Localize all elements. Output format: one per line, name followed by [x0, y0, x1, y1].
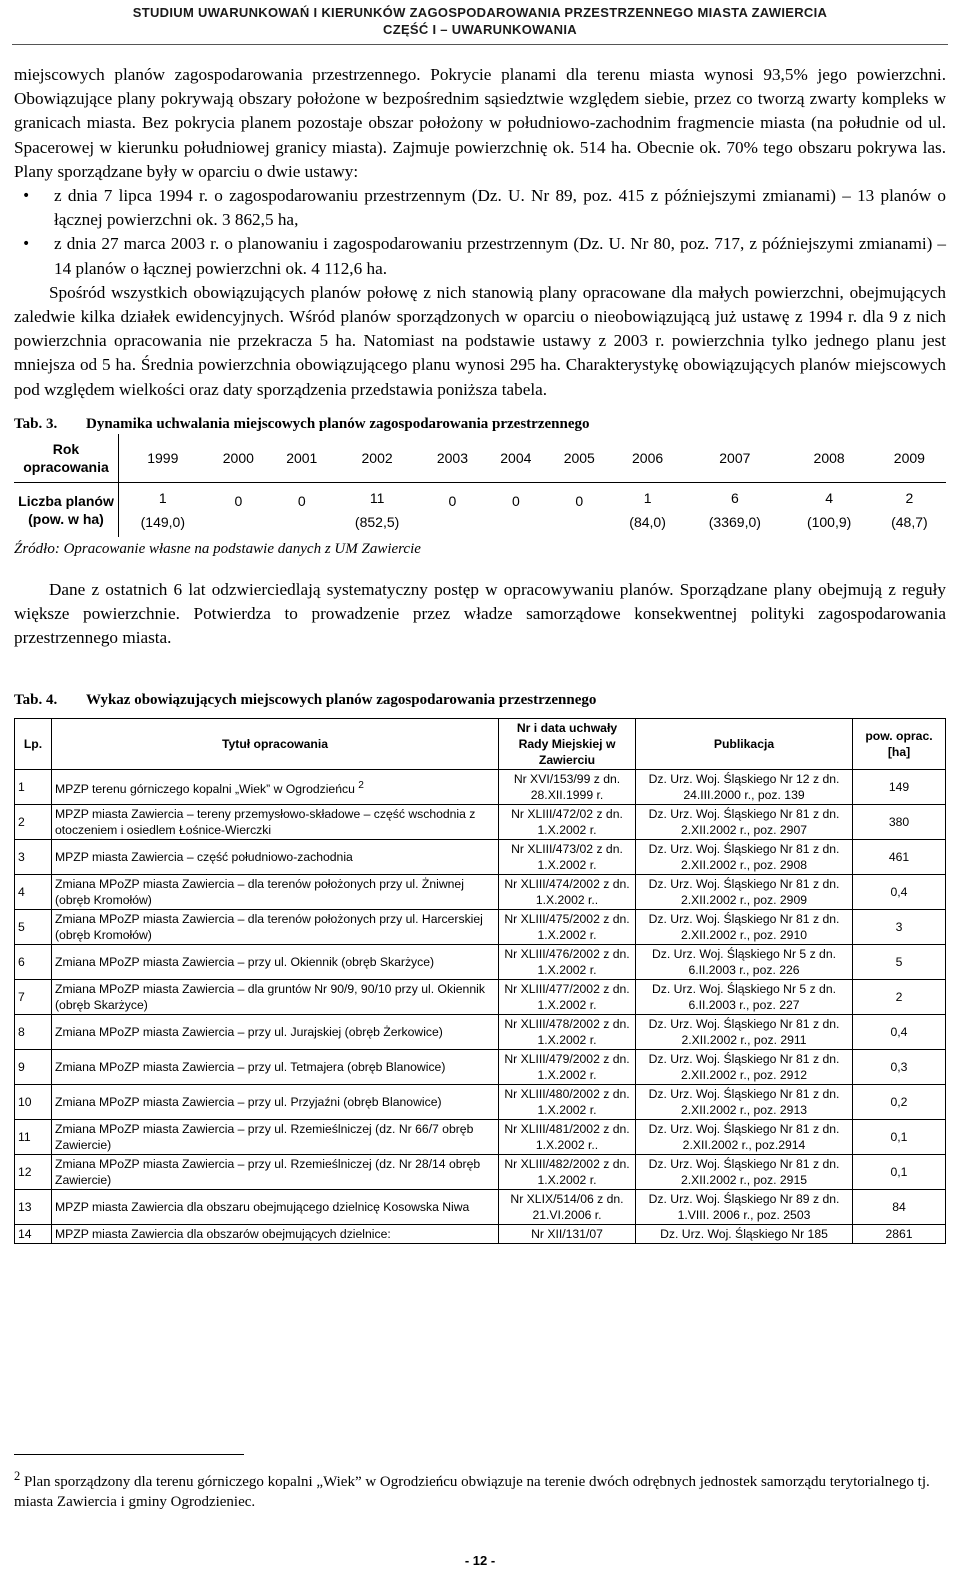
tab4-cell-lp-text: 2 [18, 815, 25, 830]
tab4-header-row [15, 719, 946, 770]
tab3-row-head-year: Rok opracowania [14, 434, 119, 483]
tab3-area [550, 513, 609, 531]
footnote-text: Plan sporządzony dla terenu górniczego kopalni „Wiek” w Ogrodzieńcu obwiązuje na terenie dwóch odrębnych jednostek samorządu terytorialnego tj. miasta Zawiercia i gminy Ogrodzieniec. [14, 1474, 930, 1510]
running-header [0, 0, 960, 38]
table-row [15, 1120, 946, 1155]
tab4-cell-lp [15, 910, 52, 945]
tab4-cell-pub-text: Dz. Urz. Woj. Śląskiego Nr 89 z dn. 1.VIII. 2006 r., poz. 2503 [648, 1192, 840, 1223]
tab4-cell-nr [499, 770, 636, 805]
tab4-cell-lp-text: 1 [18, 780, 25, 795]
tab3-area: (149,0) [140, 513, 185, 530]
tab4-cell-title [52, 980, 499, 1015]
tab4-cell-title [52, 1190, 499, 1225]
tab4-cell-area-text: 0,1 [890, 1165, 908, 1180]
tab4-cell-title [52, 1120, 499, 1155]
tab3-count-cell [684, 482, 785, 537]
tab4-cell-nr [499, 1155, 636, 1190]
bullet-item-2: • z dnia 27 marca 2003 r. o planowaniu i zagospodarowaniu przestrzennym (Dz. U. Nr 80, poz. 717, z późniejszymi zmianami) – 14 planów o łącznej powierzchni ok. 4 112,6 ha. [14, 232, 946, 280]
tab4-cell-pub [636, 1050, 853, 1085]
table-row [15, 1085, 946, 1120]
tab4-cell-title [52, 805, 499, 840]
tab3-year: 2004 [484, 434, 547, 483]
tab4-cell-pub-text: Dz. Urz. Woj. Śląskiego Nr 81 z dn. 2.XII.2002 r., poz. 2907 [648, 807, 840, 838]
tab4-cell-title-text: Zmiana MPoZP miasta Zawiercia – dla terenów położonych przy ul. Żniwnej (obręb Kromołów) [55, 877, 464, 908]
tab3-title: Dynamika uchwalania miejscowych planów zagospodarowania przestrzennego [86, 415, 590, 432]
tab4-cell-area-text: 2861 [885, 1227, 913, 1242]
tab4-cell-lp [15, 1085, 52, 1120]
table-row [15, 770, 946, 805]
tab3-year: 2006 [611, 434, 684, 483]
footnote-ref: 2 [358, 779, 364, 791]
tab3-year: 2007 [684, 434, 785, 483]
tab4-cell-lp [15, 1190, 52, 1225]
tab4-table [14, 718, 946, 1244]
tab4-cell-title-text: Zmiana MPoZP miasta Zawiercia – dla gruntów Nr 90/9, 90/10 przy ul. Okiennik (obręb Skarżyce) [55, 982, 485, 1013]
tab3-count: 6 [730, 489, 739, 506]
tab4-cell-area [853, 1085, 946, 1120]
tab4-cell-nr-text: Nr XLIII/473/02 z dn. 1.X.2002 r. [511, 842, 623, 873]
tab4-cell-nr [499, 1085, 636, 1120]
tab4-cell-nr-text: Nr XVI/153/99 z dn. 28.XII.1999 r. [513, 772, 621, 803]
header-line-2: CZĘŚĆ I – UWARUNKOWANIA [383, 22, 577, 37]
table-row [15, 840, 946, 875]
tab4-cell-area [853, 1050, 946, 1085]
tab4-cell-area [853, 1190, 946, 1225]
tab4-cell-nr [499, 910, 636, 945]
tab4-cell-pub-text: Dz. Urz. Woj. Śląskiego Nr 81 z dn. 2.XII.2002 r., poz. 2913 [648, 1087, 840, 1118]
header-rule [12, 44, 948, 45]
tab4-cell-pub [636, 1120, 853, 1155]
tab4-cell-nr [499, 1225, 636, 1244]
tab4-cell-title-text: Zmiana MPoZP miasta Zawiercia – przy ul. Okiennik (obręb Skarżyce) [55, 955, 435, 970]
tab4-cell-area-text: 380 [888, 815, 910, 830]
tab4-cell-title-text: Zmiana MPoZP miasta Zawiercia – dla terenów położonych przy ul. Harcerskiej (obręb Kromołów) [55, 912, 483, 943]
tab3-count-cell [611, 482, 684, 537]
tab4-cell-area-text: 3 [895, 920, 903, 935]
tab4-cell-nr [499, 840, 636, 875]
table-row [15, 1050, 946, 1085]
tab4-cell-nr [499, 980, 636, 1015]
tab4-cell-title-text: MPZP miasta Zawiercia dla obszaru obejmującego dzielnicę Kosowska Niwa [55, 1200, 470, 1215]
tab4-cell-title-text: Zmiana MPoZP miasta Zawiercia – przy ul. Jurajskiej (obręb Żerkowice) [55, 1025, 443, 1040]
tab4-cell-lp-text: 8 [18, 1025, 25, 1040]
tab4-cell-pub [636, 1190, 853, 1225]
tab4-cell-pub [636, 875, 853, 910]
tab4-cell-pub [636, 1015, 853, 1050]
tab4-cell-lp-text: 3 [18, 850, 25, 865]
tab4-cell-lp [15, 945, 52, 980]
tab4-cell-nr [499, 1190, 636, 1225]
tab4-cell-area-text: 0,3 [890, 1060, 908, 1075]
tab4-cell-lp [15, 770, 52, 805]
tab4-cell-area [853, 945, 946, 980]
tab4-cell-nr-text: Nr XLIII/476/2002 z dn. 1.X.2002 r. [504, 947, 630, 978]
tab4-cell-lp-text: 5 [18, 920, 25, 935]
tab3-area: (100,9) [806, 513, 852, 530]
tab4-cell-area [853, 1120, 946, 1155]
tab4-cell-title [52, 1155, 499, 1190]
table-row [15, 980, 946, 1015]
tab4-cell-nr [499, 875, 636, 910]
footnote [14, 1466, 946, 1512]
header-line-1: STUDIUM UWARUNKOWAŃ I KIERUNKÓW ZAGOSPODAROWANIA PRZESTRZENNEGO MIASTA ZAWIERCIA [132, 5, 828, 20]
tab4-cell-area-text: 0,2 [890, 1095, 908, 1110]
tab3-count: 0 [234, 492, 243, 509]
tab4-cell-nr [499, 1120, 636, 1155]
tab4-cell-nr-text: Nr XLIX/514/06 z dn. 21.VI.2006 r. [510, 1192, 624, 1223]
page-body [14, 63, 946, 1244]
tab3-count-cell [873, 482, 946, 537]
tab4-cell-nr-text: Nr XLIII/477/2002 z dn. 1.X.2002 r. [504, 982, 630, 1013]
tab3-count-cell [484, 482, 547, 537]
tab4-cell-title-text: Zmiana MPoZP miasta Zawiercia – przy ul. Rzemieślniczej (dz. Nr 28/14 obręb Zawiercie) [55, 1157, 481, 1188]
tab3-count: 0 [448, 492, 457, 509]
table-row [15, 875, 946, 910]
tab4-cell-title [52, 910, 499, 945]
tab4-cell-nr-text: Nr XLIII/478/2002 z dn. 1.X.2002 r. [504, 1017, 630, 1048]
tab4-cell-lp [15, 1155, 52, 1190]
tab4-cell-pub-text: Dz. Urz. Woj. Śląskiego Nr 81 z dn. 2.XII.2002 r., poz. 2909 [648, 877, 840, 908]
tab4-cell-lp [15, 1015, 52, 1050]
tab4-cell-pub [636, 805, 853, 840]
tab3-count-cell [548, 482, 611, 537]
tab4-cell-area-text: 0,4 [890, 1025, 908, 1040]
tab4-col-area: pow. oprac. [ha] [853, 719, 946, 770]
tab4-cell-pub [636, 1085, 853, 1120]
tab4-cell-pub [636, 840, 853, 875]
table-row [15, 805, 946, 840]
tab4-cell-pub-text: Dz. Urz. Woj. Śląskiego Nr 81 z dn. 2.XII.2002 r., poz.2914 [648, 1122, 840, 1153]
tab3-area: (84,0) [629, 513, 666, 530]
bullet-item-1: • z dnia 7 lipca 1994 r. o zagospodarowaniu przestrzennym (Dz. U. Nr 89, poz. 415 z późniejszymi zmianami) – 13 planów o łącznej powierzchni ok. 3 862,5 ha, [14, 184, 946, 232]
bullet-list [14, 184, 946, 281]
tab4-cell-area [853, 910, 946, 945]
tab4-cell-lp [15, 1225, 52, 1244]
tab4-cell-pub [636, 770, 853, 805]
page-number: - 12 - [464, 1553, 496, 1568]
table-row [15, 945, 946, 980]
tab4-cell-pub-text: Dz. Urz. Woj. Śląskiego Nr 81 z dn. 2.XII.2002 r., poz. 2912 [648, 1052, 840, 1083]
table-row [15, 1190, 946, 1225]
tab4-cell-lp-text: 9 [18, 1060, 25, 1075]
tab4-title: Wykaz obowiązujących miejscowych planów zagospodarowania przestrzennego [86, 692, 597, 709]
tab4-cell-nr [499, 1050, 636, 1085]
tab4-cell-area-text: 149 [888, 780, 910, 795]
tab3-area [209, 513, 268, 531]
tab3-year: 2009 [873, 434, 946, 483]
tab4-cell-title-text: MPZP miasta Zawiercia – tereny przemysłowo-składowe – część wschodnia z otoczeniem i osiedlem Łośnice-Wierczki [55, 807, 476, 838]
tab4-cell-lp-text: 12 [18, 1165, 32, 1180]
tab4-cell-lp [15, 980, 52, 1015]
tab3-years-row [14, 434, 946, 483]
tab4-col-nr: Nr i data uchwały Rady Miejskiej w Zawierciu [499, 719, 636, 770]
table-row [15, 1015, 946, 1050]
tab4-cell-title-text: MPZP miasta Zawiercia – część południowo-zachodnia [55, 850, 353, 865]
tab4-cell-area-text: 2 [895, 990, 903, 1005]
tab4-cell-pub [636, 910, 853, 945]
tab4-cell-pub-text: Dz. Urz. Woj. Śląskiego Nr 81 z dn. 2.XII.2002 r., poz. 2908 [648, 842, 840, 873]
tab3-year: 2002 [333, 434, 420, 483]
tab4-cell-area [853, 1015, 946, 1050]
footnote-rule [14, 1454, 244, 1455]
tab3-area: (852,5) [354, 513, 400, 530]
tab4-cell-pub-text: Dz. Urz. Woj. Śląskiego Nr 81 z dn. 2.XII.2002 r., poz. 2915 [648, 1157, 840, 1188]
tab4-cell-pub [636, 1155, 853, 1190]
tab4-cell-nr-text: Nr XLIII/481/2002 z dn. 1.X.2002 r.. [504, 1122, 630, 1153]
tab4-cell-nr-text: Nr XLIII/482/2002 z dn. 1.X.2002 r. [504, 1157, 630, 1188]
tab4-cell-area [853, 980, 946, 1015]
tab3-count-cell [270, 482, 333, 537]
tab4-cell-nr-text: Nr XLIII/479/2002 z dn. 1.X.2002 r. [504, 1052, 630, 1083]
tab4-cell-title-text: MPZP terenu górniczego kopalni „Wiek” w Ogrodzieńcu [55, 781, 355, 796]
paragraph-1: miejscowych planów zagospodarowania przestrzennego. Pokrycie planami dla terenu miasta wynosi 93,5% jego powierzchni. Obowiązujące plany pokrywają obszary położone w bezpośrednim sąsiedztwie względem siebie, przez co tworzą zwarty kompleks w granicach miasta. Bez pokrycia planem pozostaje obszar położony w południowo-zachodnim fragmencie miasta (na południe od ul. Spacerowej w kierunku południowej granicy miasta). Zajmuje powierzchnię ok. 514 ha. Obecnie ok. 70% tego obszaru pokrywa las. Plany sporządzane były w oparciu o dwie ustawy: [14, 65, 946, 181]
tab4-cell-nr-text: Nr XII/131/07 [531, 1227, 603, 1242]
tab3-count: 0 [297, 492, 306, 509]
tab3-caption [14, 414, 946, 434]
tab3-count-cell [421, 482, 484, 537]
paragraph-2: Spośród wszystkich obowiązujących planów połowę z nich stanowią plany opracowane dla małych powierzchni, obejmujących zaledwie kilka działek ewidencyjnych. Wśród planów sporządzonych w oparciu o nieobowiązującą już ustawę z 1994 r. dla 9 z nich powierzchnia opracowania nie przekracza 5 ha. Natomiast na podstawie ustawy z 2003 r. powierzchnia tylko jednego planu jest mniejsza od 5 ha. Średnia powierzchnia obowiązującego planu wynosi 295 ha. Charakterystykę obowiązujących planów miejscowych pod względem wielkości oraz daty sporządzenia przedstawia poniższa tabela. [14, 282, 946, 399]
tab4-cell-nr-text: Nr XLIII/472/02 z dn. 1.X.2002 r. [511, 807, 623, 838]
table-row [15, 1155, 946, 1190]
tab4-cell-title [52, 945, 499, 980]
tab4-cell-area [853, 770, 946, 805]
tab4-cell-lp [15, 840, 52, 875]
tab4-cell-lp-text: 11 [18, 1130, 31, 1145]
tab4-cell-pub [636, 1225, 853, 1244]
tab3-count: 4 [825, 489, 834, 506]
tab4-cell-title-text: Zmiana MPoZP miasta Zawiercia – przy ul. Rzemieślniczej (dz. Nr 66/7 obręb Zawiercie) [55, 1122, 474, 1153]
tab4-cell-lp-text: 4 [18, 885, 25, 900]
tab4-cell-lp [15, 1050, 52, 1085]
tab4-cell-lp-text: 6 [18, 955, 25, 970]
tab4-cell-pub-text: Dz. Urz. Woj. Śląskiego Nr 5 z dn. 6.II.2003 r., poz. 227 [652, 982, 836, 1013]
tab4-cell-nr [499, 805, 636, 840]
tab4-cell-title-text: Zmiana MPoZP miasta Zawiercia – przy ul. Tetmajera (obręb Blanowice) [55, 1060, 446, 1075]
tab4-cell-area [853, 875, 946, 910]
tab3-count-cell [207, 482, 270, 537]
tab4-cell-lp [15, 1120, 52, 1155]
table-row [15, 1225, 946, 1244]
tab4-cell-pub [636, 945, 853, 980]
tab4-cell-area [853, 805, 946, 840]
tab4-cell-pub [636, 980, 853, 1015]
tab3-count: 2 [905, 489, 914, 506]
tab4-cell-lp-text: 14 [18, 1227, 32, 1242]
tab4-cell-title [52, 1225, 499, 1244]
tab4-cell-lp-text: 13 [18, 1200, 32, 1215]
tab4-cell-title [52, 1050, 499, 1085]
tab3-year: 2005 [548, 434, 611, 483]
tab4-cell-title [52, 1085, 499, 1120]
tab4-body [15, 770, 946, 1244]
tab3-area [486, 513, 545, 531]
tab4-cell-nr [499, 1015, 636, 1050]
tab3-year: 2000 [207, 434, 270, 483]
tab4-cell-pub-text: Dz. Urz. Woj. Śląskiego Nr 185 [660, 1227, 828, 1242]
tab4-caption [14, 690, 946, 710]
tab4-cell-area [853, 1155, 946, 1190]
tab3-row-head-count: Liczba planów (pow. w ha) [14, 482, 119, 537]
tab4-cell-lp [15, 805, 52, 840]
tab3-counts-row [14, 482, 946, 537]
tab4-cell-title [52, 840, 499, 875]
tab4-cell-lp [15, 875, 52, 910]
table-row [15, 910, 946, 945]
tab4-cell-pub-text: Dz. Urz. Woj. Śląskiego Nr 81 z dn. 2.XII.2002 r., poz. 2911 [648, 1017, 840, 1048]
tab4-cell-title [52, 1015, 499, 1050]
tab4-cell-title-text: Zmiana MPoZP miasta Zawiercia – przy ul. Przyjaźni (obręb Blanowice) [55, 1095, 442, 1110]
tab3-number: Tab. 3. [14, 415, 58, 432]
tab4-number: Tab. 4. [14, 692, 58, 709]
tab4-cell-nr-text: Nr XLIII/480/2002 z dn. 1.X.2002 r. [504, 1087, 630, 1118]
tab4-cell-nr [499, 945, 636, 980]
paragraph-3: Dane z ostatnich 6 lat odzwierciedlają systematyczny postęp w opracowywaniu planów. Sporządzane plany obejmują z reguły większe powierzchnie. Potwierdza to prowadzenie przez władze samorządowe konsekwentnej polityki zagospodarowania przestrzennego miasta. [14, 579, 946, 648]
tab4-cell-pub-text: Dz. Urz. Woj. Śląskiego Nr 5 z dn. 6.II.2003 r., poz. 226 [652, 947, 836, 978]
tab3-source: Źródło: Opracowanie własne na podstawie danych z UM Zawiercie [14, 540, 421, 557]
tab3-count: 11 [369, 489, 385, 506]
tab4-cell-area-text: 84 [892, 1200, 906, 1215]
tab3-count-cell [119, 482, 207, 537]
tab3-year: 2003 [421, 434, 484, 483]
tab4-cell-area-text: 0,1 [890, 1130, 908, 1145]
tab4-cell-nr-text: Nr XLIII/475/2002 z dn. 1.X.2002 r. [504, 912, 630, 943]
tab3-year: 2008 [786, 434, 873, 483]
tab3-table [14, 434, 946, 537]
footnote-mark: 2 [14, 1469, 21, 1483]
tab4-cell-title-text: MPZP miasta Zawiercia dla obszarów obejmujących dzielnice: [55, 1227, 391, 1242]
tab3-area [272, 513, 331, 531]
tab4-col-pub: Publikacja [636, 719, 853, 770]
tab3-year: 2001 [270, 434, 333, 483]
tab4-cell-area-text: 0,4 [890, 885, 908, 900]
tab4-cell-title [52, 875, 499, 910]
tab3-area: (48,7) [891, 513, 928, 530]
tab3-year: 1999 [119, 434, 207, 483]
tab3-count-cell [786, 482, 873, 537]
tab4-cell-area-text: 5 [895, 955, 903, 970]
tab4-cell-lp-text: 10 [18, 1095, 32, 1110]
tab3-count: 0 [575, 492, 584, 509]
tab4-cell-area [853, 840, 946, 875]
tab4-cell-area-text: 461 [888, 850, 910, 865]
tab4-cell-title [52, 770, 499, 805]
tab3-count: 1 [643, 489, 652, 506]
tab4-col-title: Tytuł opracowania [52, 719, 499, 770]
tab4-cell-lp-text: 7 [18, 990, 25, 1005]
tab3-count: 0 [511, 492, 520, 509]
tab3-area: (3369,0) [708, 513, 761, 530]
tab3-count: 1 [158, 489, 167, 506]
tab4-cell-pub-text: Dz. Urz. Woj. Śląskiego Nr 12 z dn. 24.III.2000 r., poz. 139 [648, 772, 840, 803]
tab4-cell-nr-text: Nr XLIII/474/2002 z dn. 1.X.2002 r.. [504, 877, 630, 908]
tab4-col-lp: Lp. [15, 719, 52, 770]
tab4-cell-pub-text: Dz. Urz. Woj. Śląskiego Nr 81 z dn. 2.XII.2002 r., poz. 2910 [648, 912, 840, 943]
tab3-area [423, 513, 482, 531]
tab4-cell-area [853, 1225, 946, 1244]
tab3-count-cell [333, 482, 420, 537]
